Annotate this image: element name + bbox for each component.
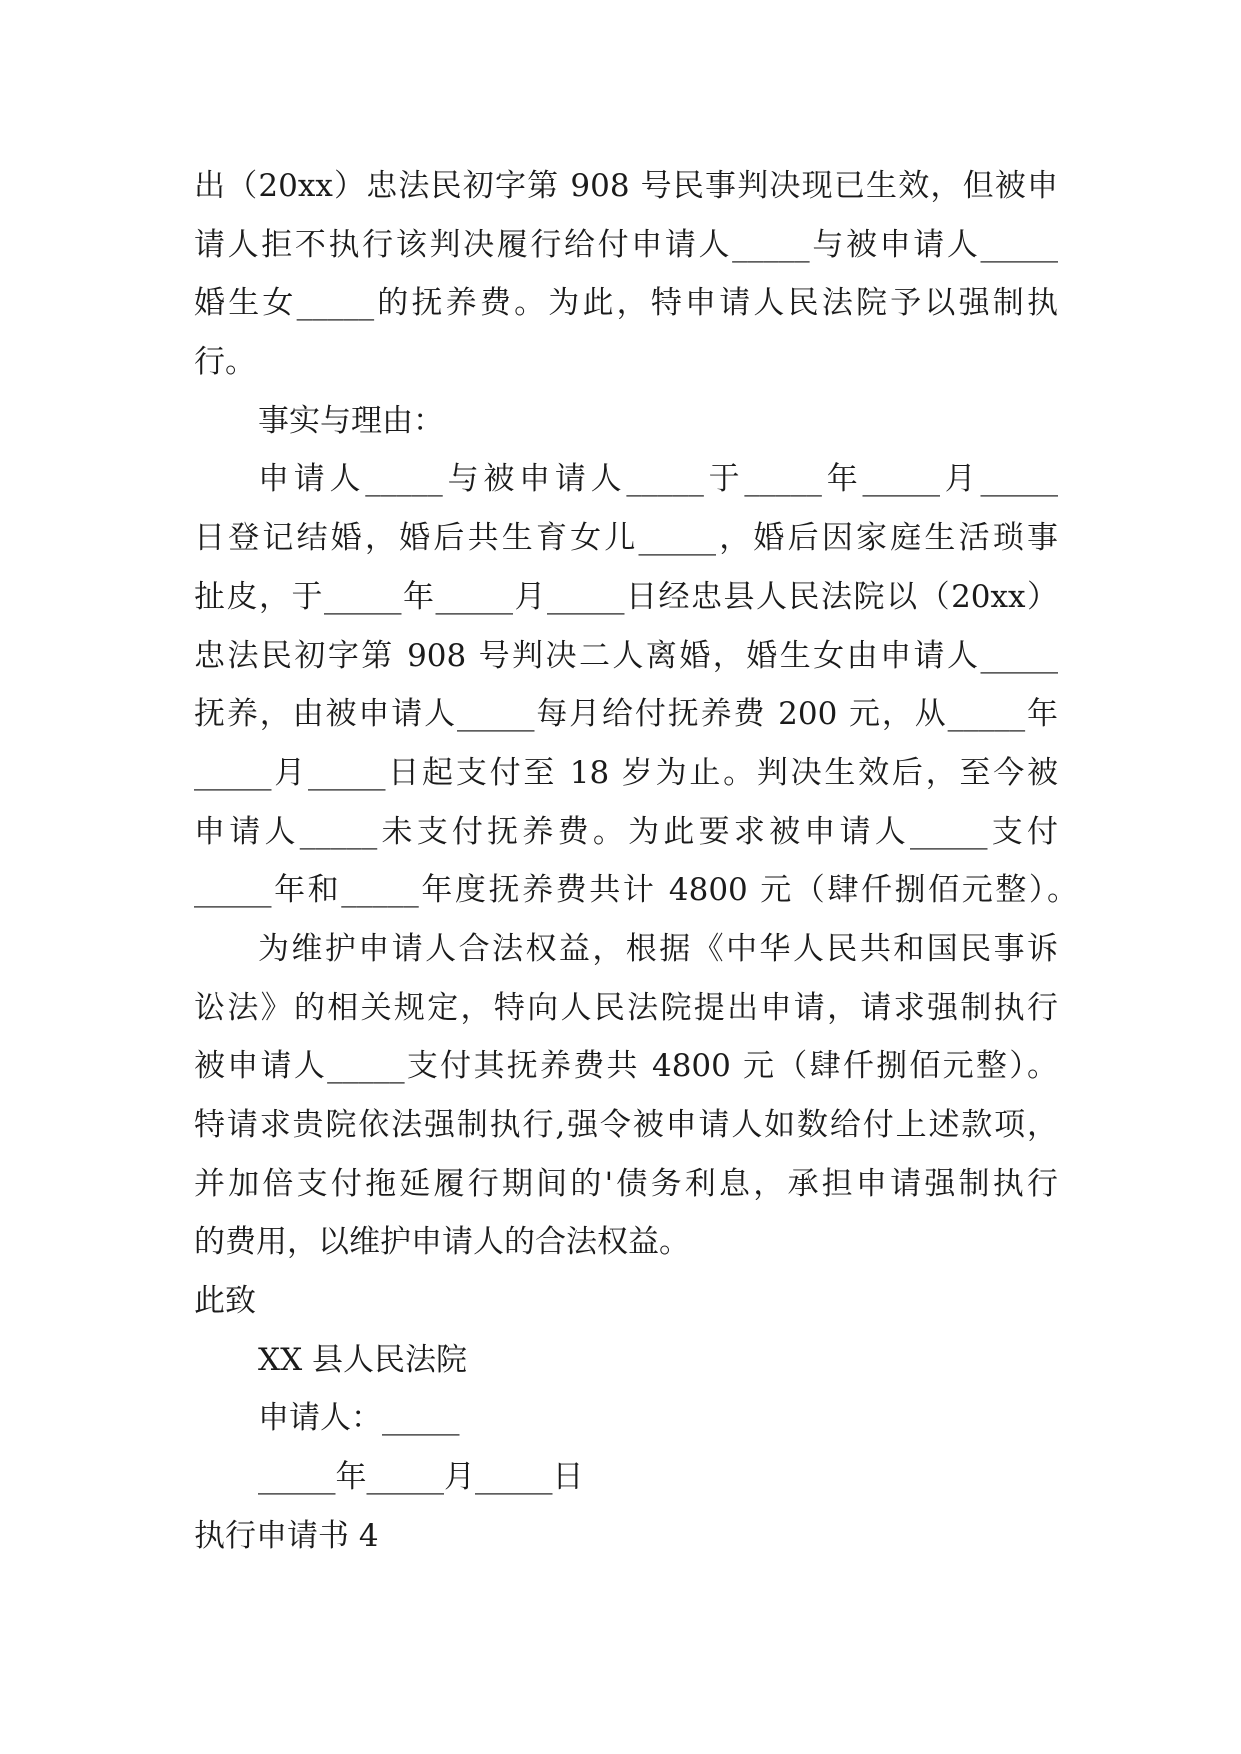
facts-line: _____年和_____年度抚养费共计 4800 元（肆仟捌佰元整）。: [194, 872, 1078, 909]
facts-line: 申请人_____与被申请人_____于_____年_____月_____: [258, 461, 1058, 498]
facts-line: 抚养，由被申请人_____每月给付抚养费 200 元，从_____年: [194, 696, 1058, 733]
request-line: 并加倍支付拖延履行期间的'债务利息，承担申请强制执行: [194, 1165, 1058, 1202]
facts-line: 日登记结婚，婚后共生育女儿_____，婚后因家庭生活琐事: [194, 520, 1058, 557]
date-line: _____年_____月_____日: [258, 1459, 584, 1496]
closing-salutation: 此致: [194, 1283, 256, 1320]
facts-line: 忠法民初字第 908 号判决二人离婚，婚生女由申请人_____: [194, 637, 1058, 674]
request-line: 特请求贵院依法强制执行,强令被申请人如数给付上述款项，: [194, 1107, 1058, 1143]
intro-line: 请人拒不执行该判决履行给付申请人_____与被申请人_____: [194, 226, 1058, 263]
document-page: [194, 157, 1078, 1566]
request-line: 被申请人_____支付其抚养费共 4800 元（肆仟捌佰元整）。: [194, 1048, 1058, 1085]
intro-line: 婚生女_____的抚养费。为此，特申请人民法院予以强制执: [194, 285, 1058, 322]
next-section-title: 执行申请书 4: [194, 1517, 379, 1554]
facts-line: _____月_____日起支付至 18 岁为止。判决生效后，至今被: [194, 754, 1058, 791]
court-name: XX 县人民法院: [258, 1341, 467, 1378]
facts-line: 申请人_____未支付抚养费。为此要求被申请人_____支付: [194, 813, 1058, 850]
request-line: 的费用，以维护申请人的合法权益。: [194, 1224, 690, 1261]
facts-line: 扯皮，于_____年_____月_____日经忠县人民法院以（20xx）: [194, 578, 1058, 615]
intro-line: 出（20xx）忠法民初字第 908 号民事判决现已生效，但被申: [194, 168, 1058, 204]
request-line: 讼法》的相关规定，特向人民法院提出申请，请求强制执行: [194, 989, 1058, 1026]
facts-heading: 事实与理由：: [258, 402, 444, 439]
applicant-signature: 申请人：_____: [258, 1400, 460, 1437]
intro-line: 行。: [194, 344, 256, 381]
request-line: 为维护申请人合法权益，根据《中华人民共和国民事诉: [258, 930, 1058, 967]
